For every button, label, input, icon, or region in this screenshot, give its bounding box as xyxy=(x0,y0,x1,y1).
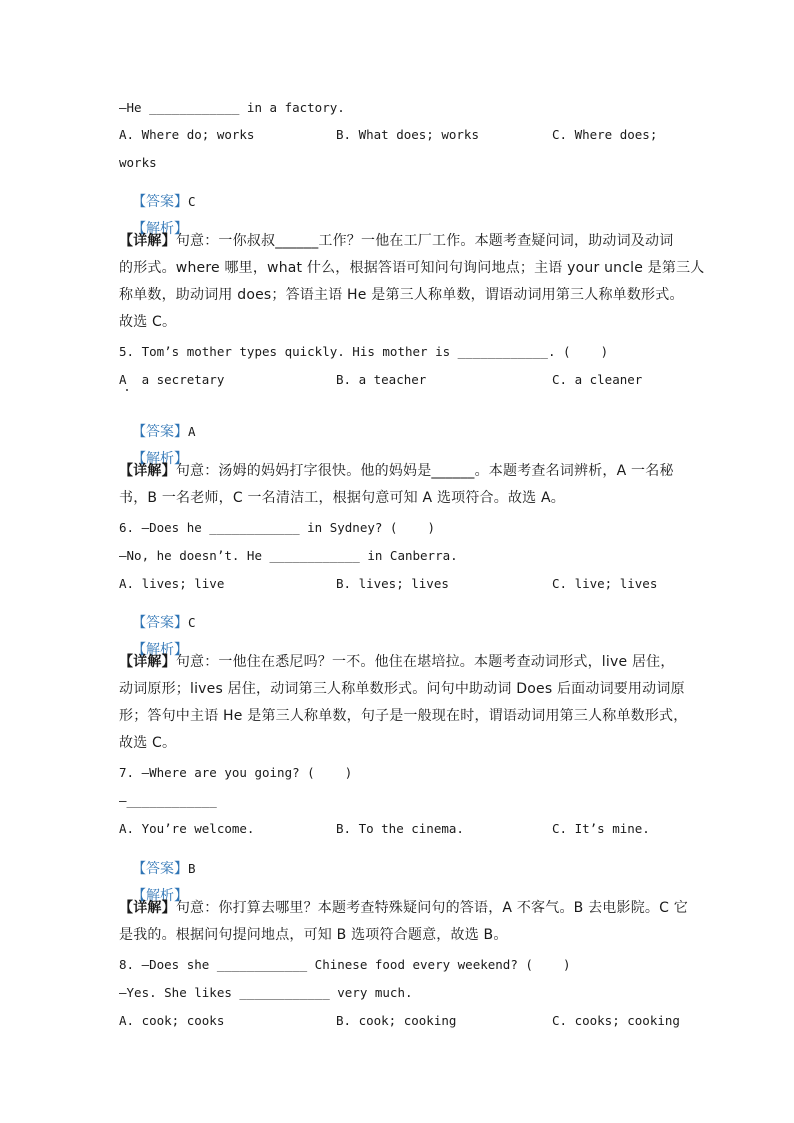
answer-value: C xyxy=(188,194,196,209)
q4-detail-line-1 xyxy=(119,233,673,249)
detail-text: 句意：一他住在悉尼吗？一不。他住在堪培拉。本题考查动词形式，live 居住， xyxy=(175,654,675,670)
q6-option-b: B. lives; lives xyxy=(336,576,449,591)
q6-detail-line-1 xyxy=(119,654,675,670)
q4-detail-line-4: 故选 C。 xyxy=(119,314,177,330)
detail-tag: 【详解】 xyxy=(119,654,176,670)
q8-option-c: C. cooks; cooking xyxy=(552,1013,680,1028)
q5-question: 5. Tom’s mother types quickly. His mother is ____________. ( ) xyxy=(119,344,609,359)
q7-option-c: C. It’s mine. xyxy=(552,821,650,836)
detail-text: 句意：汤姆的妈妈打字很快。他的妈妈是______。本题考查名词辨析，A 一名秘 xyxy=(175,463,674,479)
q8-reply: —Yes. She likes ____________ very much. xyxy=(119,985,413,1000)
answer-tag: 【答案】 xyxy=(132,615,188,631)
stray-dot xyxy=(126,389,128,391)
q6-detail-line-3: 形；答句中主语 He 是第三人称单数，句子是一般现在时，谓语动词用第三人称单数形式， xyxy=(119,708,688,724)
detail-tag: 【详解】 xyxy=(119,233,176,249)
q4-option-c: C. Where does; xyxy=(552,127,658,142)
analysis-tag: 【解析】 xyxy=(132,642,188,658)
answer-value: B xyxy=(188,861,196,876)
detail-text: 句意：一你叔叔______工作？一他在工厂工作。本题考查疑问词，助动词及动词 xyxy=(175,233,674,249)
q7-detail-line-2: 是我的。根据问句提问地点，可知 B 选项符合题意，故选 B。 xyxy=(119,927,508,943)
q4-answer-line: —He ____________ in a factory. xyxy=(119,100,345,115)
analysis-tag: 【解析】 xyxy=(132,221,188,237)
q7-option-a: A. You’re welcome. xyxy=(119,821,255,836)
answer-tag: 【答案】 xyxy=(132,424,188,440)
q7-option-b: B. To the cinema. xyxy=(336,821,464,836)
q6-detail-line-4: 故选 C。 xyxy=(119,735,177,751)
q8-question: 8. —Does she ____________ Chinese food every weekend? ( ) xyxy=(119,957,571,972)
detail-tag: 【详解】 xyxy=(119,463,176,479)
analysis-tag: 【解析】 xyxy=(132,451,188,467)
q4-detail-line-2: 的形式。where 哪里，what 什么，根据答语可知问句询问地点；主语 your uncle 是第三人 xyxy=(119,260,705,276)
answer-value: C xyxy=(188,615,196,630)
q5-detail-line-2: 书，B 一名老师，C 一名清洁工，根据句意可知 A 选项符合。故选 A。 xyxy=(119,490,565,506)
q6-detail-line-2: 动词原形；lives 居住，动词第三人称单数形式。问句中助动词 Does 后面动词要用动词原 xyxy=(119,681,685,697)
q4-option-a: A. Where do; works xyxy=(119,127,255,142)
analysis-tag: 【解析】 xyxy=(132,888,188,904)
q8-option-b: B. cook; cooking xyxy=(336,1013,457,1028)
q7-reply: —____________ xyxy=(119,793,217,808)
q6-option-c: C. live; lives xyxy=(552,576,658,591)
q4-option-c-continued: works xyxy=(119,155,157,170)
q6-reply: —No, he doesn’t. He ____________ in Canberra. xyxy=(119,548,458,563)
q8-option-a: A. cook; cooks xyxy=(119,1013,225,1028)
q5-option-c: C. a cleaner xyxy=(552,372,643,387)
q5-option-a: A a secretary xyxy=(119,372,225,387)
q4-option-b: B. What does; works xyxy=(336,127,479,142)
q7-question: 7. —Where are you going? ( ) xyxy=(119,765,353,780)
q4-detail-line-3: 称单数，助动词用 does；答语主语 He 是第三人称单数，谓语动词用第三人称单数形式。 xyxy=(119,287,684,303)
q6-question: 6. —Does he ____________ in Sydney? ( ) xyxy=(119,520,436,535)
q5-detail-line-1 xyxy=(119,463,674,479)
answer-tag: 【答案】 xyxy=(132,861,188,877)
detail-tag: 【详解】 xyxy=(119,900,176,916)
answer-value: A xyxy=(188,424,196,439)
q5-option-b: B. a teacher xyxy=(336,372,427,387)
q7-detail-line-1 xyxy=(119,900,688,916)
q6-option-a: A. lives; live xyxy=(119,576,225,591)
answer-tag: 【答案】 xyxy=(132,194,188,210)
detail-text: 句意：你打算去哪里？本题考查特殊疑问句的答语，A 不客气。B 去电影院。C 它 xyxy=(175,900,688,916)
